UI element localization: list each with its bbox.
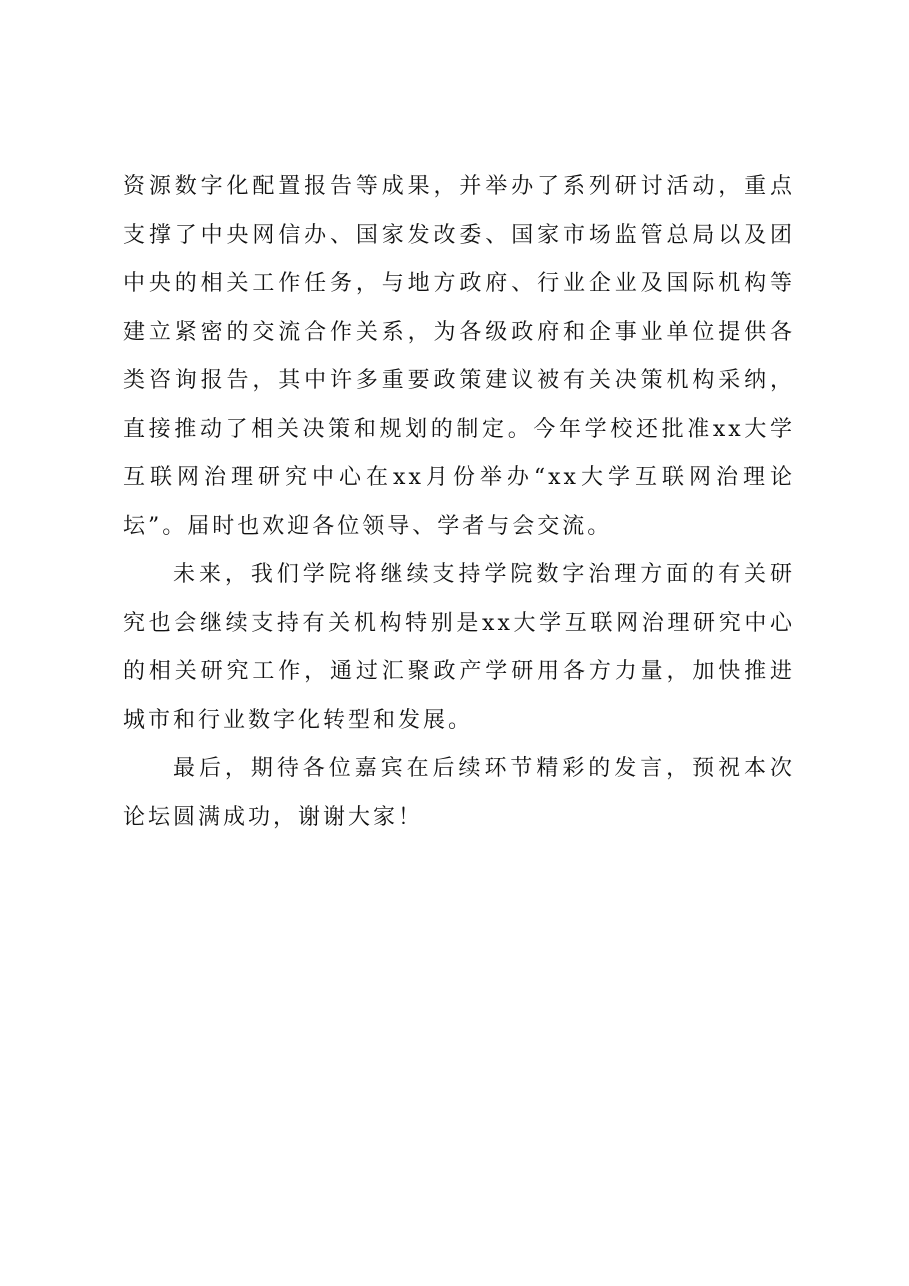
- document-body: [123, 163, 795, 842]
- paragraph-future: 未来，我们学院将继续支持学院数字治理方面的有关研究也会继续支持有关机构特别是xx大学互联网治理研究中心的相关研究工作，通过汇聚政产学研用各方力量，加快推进城市和行业数字化转型和发展。: [123, 562, 795, 733]
- paragraph-continued: 资源数字化配置报告等成果，并举办了系列研讨活动，重点支撑了中央网信办、国家发改委、国家市场监管总局以及团中央的相关工作任务，与地方政府、行业企业及国际机构等建立紧密的交流合作关系，为各级政府和企事业单位提供各类咨询报告，其中许多重要政策建议被有关决策机构采纳，直接推动了相关决策和规划的制定。今年学校还批准xx大学互联网治理研究中心在xx月份举办“xx大学互联网治理论坛”。届时也欢迎各位领导、学者与会交流。: [123, 174, 795, 539]
- paragraph-closing: 最后，期待各位嘉宾在后续环节精彩的发言，预祝本次论坛圆满成功，谢谢大家！: [123, 756, 795, 830]
